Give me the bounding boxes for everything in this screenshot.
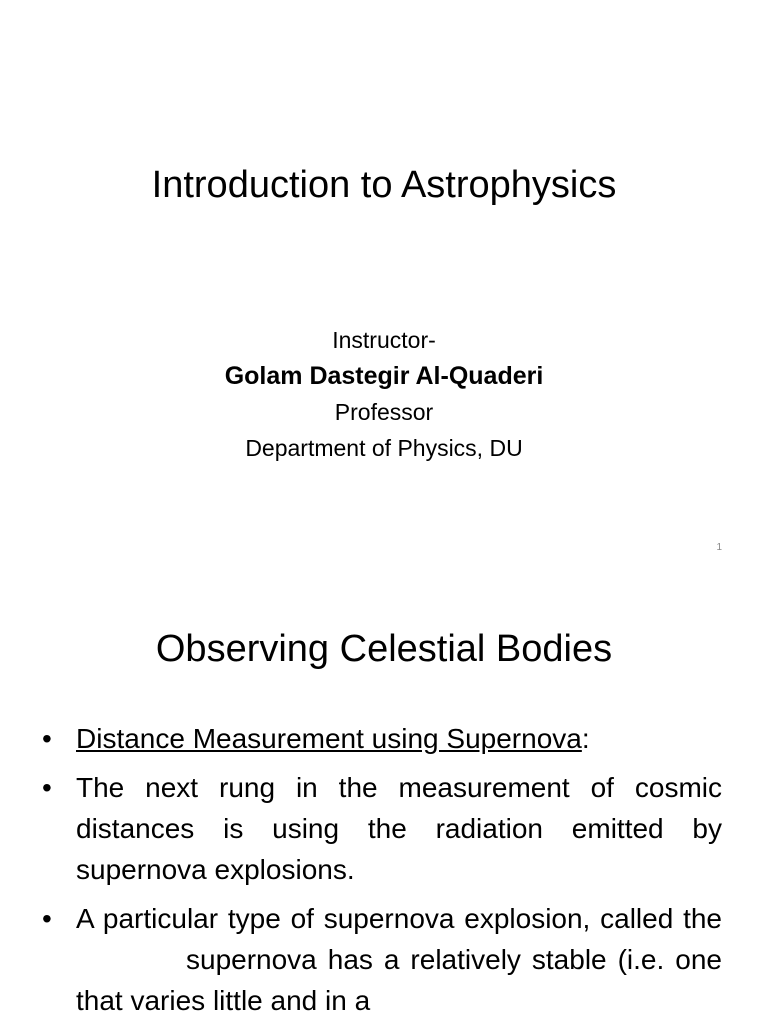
bullet-icon: •: [42, 723, 52, 754]
bullet-item: [42, 718, 722, 759]
slide-2: [0, 576, 768, 1024]
bullet-icon: •: [42, 772, 52, 803]
bullet-text: A particular type of supernova explosion, called the: [76, 903, 722, 934]
bullet-list: [42, 718, 722, 1024]
instructor-block: [0, 322, 768, 466]
instructor-department: Department of Physics, DU: [245, 435, 523, 461]
instructor-label: Instructor-: [332, 327, 436, 353]
bullet-item: [42, 898, 722, 1021]
slide-title: Introduction to Astrophysics: [151, 164, 617, 206]
instructor-position: Professor: [334, 399, 434, 425]
instructor-name: Golam Dastegir Al-Quaderi: [224, 362, 544, 390]
bullet-text: The next rung in the measurement of cosmic distances is using the radiation emitted by supernova explosions.: [76, 772, 722, 885]
bullet-text-continued: supernova has a relatively stable (i.e. one that varies little and in a: [76, 944, 722, 1016]
slide-number: 1: [716, 542, 722, 553]
slide-title: Observing Celestial Bodies: [155, 628, 613, 670]
bullet-item: [42, 767, 722, 890]
bullet-icon: •: [42, 903, 52, 934]
bullet-heading: Distance Measurement using Supernova: [76, 723, 582, 754]
bullet-heading-suffix: :: [581, 723, 590, 754]
